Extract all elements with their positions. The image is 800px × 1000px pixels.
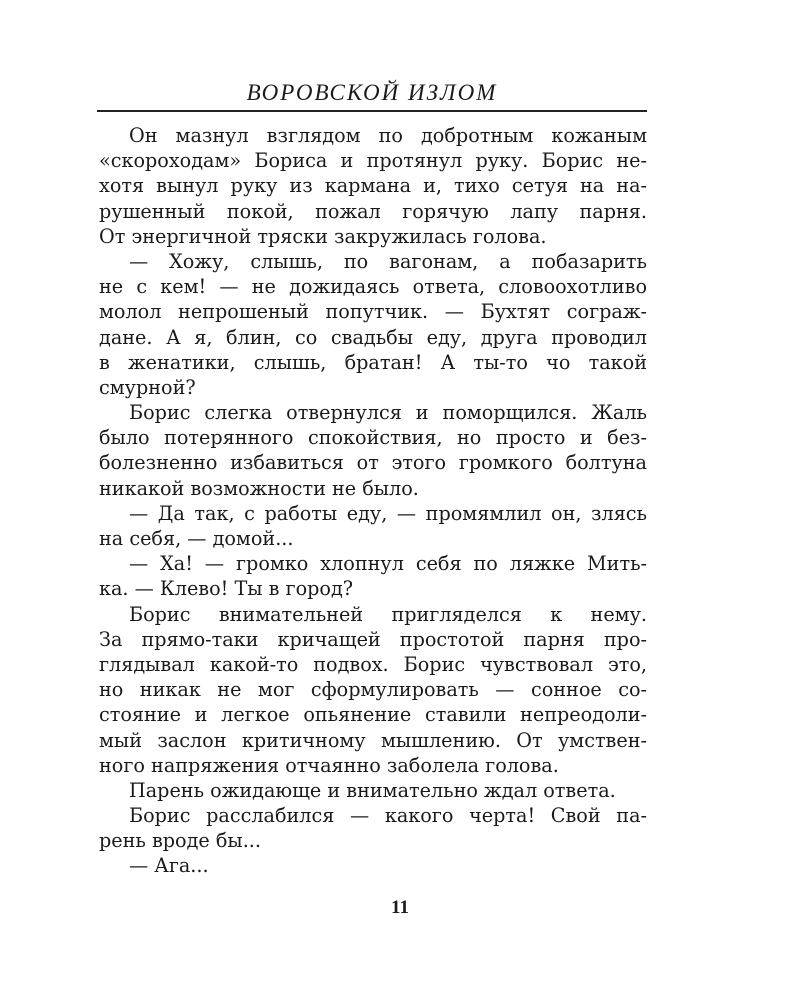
text-line: рушенный покой, пожал горячую лапу парня. <box>99 199 647 223</box>
text-line: болезненно избавиться от этого громкого болтуна <box>99 451 647 475</box>
text-line: ка. — Клево! Ты в город? <box>99 577 354 601</box>
text-line: дане. А я, блин, со свадьбы еду, друга проводил <box>99 325 647 349</box>
page-number: 11 <box>391 897 409 918</box>
text-line: «скороходам» Бориса и протянул руку. Борис не- <box>99 149 647 173</box>
page-text <box>99 123 647 879</box>
text-line: хотя вынул руку из кармана и, тихо сетуя на на- <box>99 174 647 198</box>
paragraph <box>99 123 647 249</box>
text-line: на себя, — домой... <box>99 527 294 550</box>
text-line: Борис расслабился — какого черта! Свой па- <box>129 804 647 828</box>
paragraph <box>99 551 647 601</box>
text-line: но никак не мог сформулировать — сонное со- <box>99 678 647 702</box>
text-line: никакой возможности не было. <box>99 476 419 500</box>
book-title: ВОРОВСКОЙ ИЗЛОМ <box>246 80 498 105</box>
text-line: смурной? <box>99 375 196 399</box>
text-line: в женатики, слышь, братан! А ты-то чо такой <box>99 350 647 374</box>
text-line: Борис внимательней пригляделся к нему. <box>129 602 647 626</box>
text-line: — Да так, с работы еду, — промямлил он, злясь <box>129 501 647 525</box>
text-line: молол непрошеный попутчик. — Бухтят сограж- <box>99 300 647 324</box>
running-header <box>97 78 647 112</box>
paragraph <box>99 501 647 551</box>
text-line: рень вроде бы... <box>99 829 261 853</box>
text-line: ного напряжения отчаянно заболела голова. <box>99 753 559 777</box>
paragraph <box>99 400 647 501</box>
text-line: — Хожу, слышь, по вагонам, а побазарить <box>129 249 647 273</box>
text-line: Борис слегка отвернулся и поморщился. Жаль <box>129 401 647 425</box>
text-line: глядывал какой-то подвох. Борис чувствовал это, <box>99 652 647 676</box>
text-line: стояние и легкое опьянение ставили непреодоли- <box>99 703 647 727</box>
text-line: не с кем! — не дожидаясь ответа, словоохотливо <box>99 275 647 299</box>
paragraph <box>99 803 647 853</box>
text-line: — Ха! — громко хлопнул себя по ляжке Мить- <box>129 552 647 576</box>
text-line: мый заслон критичному мышлению. От умствен- <box>99 728 647 752</box>
text-line: Он мазнул взглядом по добротным кожаным <box>129 124 647 147</box>
text-line: За прямо-таки кричащей простотой парня про- <box>99 627 647 651</box>
paragraph <box>99 249 647 400</box>
text-line: От энергичной тряски закружилась голова. <box>99 224 547 248</box>
paragraph <box>99 778 647 803</box>
text-line: было потерянного спокойствия, но просто и без- <box>99 426 647 450</box>
paragraph <box>99 602 647 778</box>
text-line: Парень ожидающе и внимательно ждал ответа. <box>129 778 616 802</box>
text-line: — Ага... <box>129 854 209 878</box>
paragraph <box>99 853 647 878</box>
